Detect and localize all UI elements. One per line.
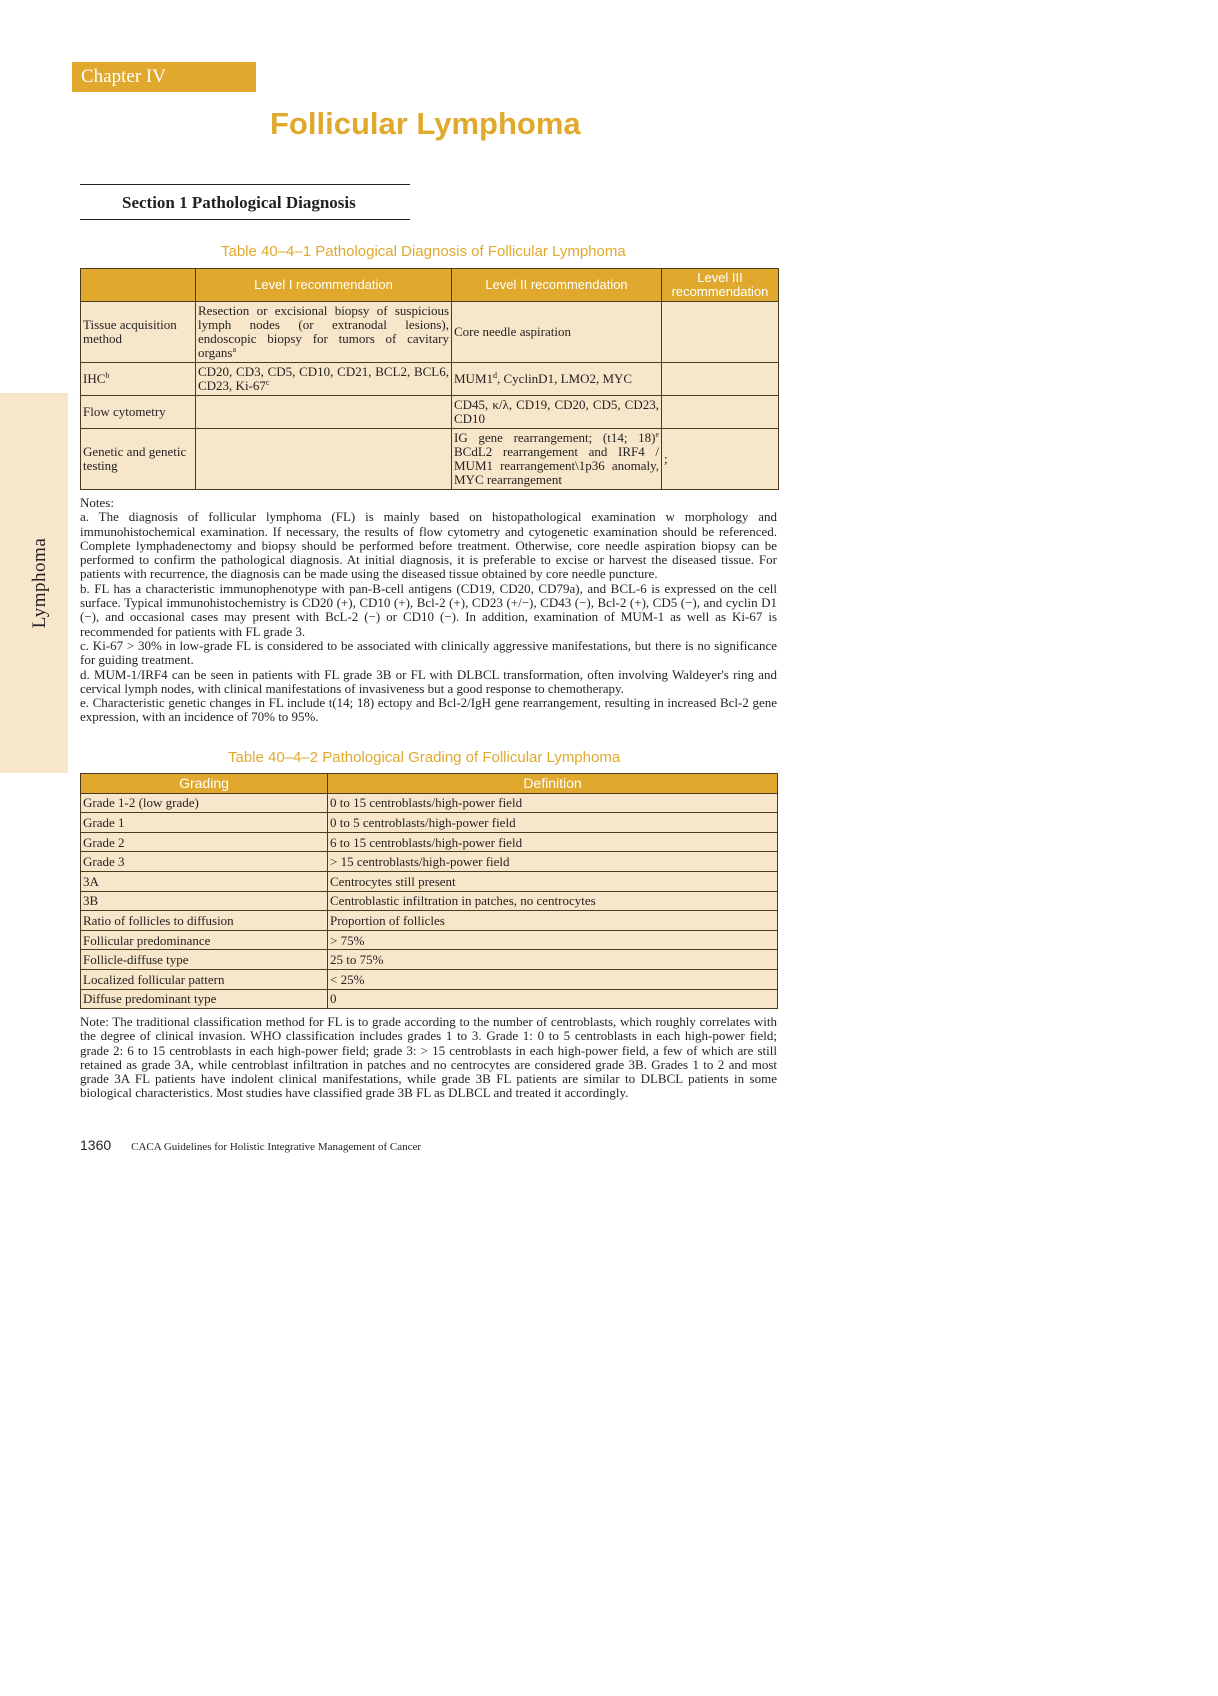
- definition-cell: 0: [328, 989, 778, 1009]
- table-cell: MUM1$^d$, CyclinD1, LMO2, MYC: [452, 363, 662, 396]
- grade-cell: Ratio of follicles to diffusion: [81, 911, 328, 931]
- row-label: Flow cytometry: [81, 396, 196, 429]
- grade-cell: Grade 1-2 (low grade): [81, 793, 328, 813]
- column-header: Grading: [81, 774, 328, 794]
- definition-cell: 25 to 75%: [328, 950, 778, 970]
- column-header: Level I recommendation: [196, 269, 452, 302]
- table-row: [81, 302, 779, 363]
- diagnosis-table: [80, 268, 779, 490]
- table-row: [81, 891, 778, 911]
- column-header: Level III recommendation: [662, 269, 779, 302]
- section-rule-top: [80, 184, 410, 185]
- table-cell: Core needle aspiration: [452, 302, 662, 363]
- table1-notes: [80, 496, 777, 725]
- table-cell: ;: [662, 429, 779, 490]
- page-title: Follicular Lymphoma: [270, 106, 581, 141]
- table-row: [81, 793, 778, 813]
- column-header: [81, 269, 196, 302]
- table-cell: CD20, CD3, CD5, CD10, CD21, BCL2, BCL6, CD23, Ki-67$^c$: [196, 363, 452, 396]
- table-row: [81, 396, 779, 429]
- definition-cell: > 15 centroblasts/high-power field: [328, 852, 778, 872]
- grade-cell: Grade 2: [81, 832, 328, 852]
- definition-cell: Centroblastic infiltration in patches, no centrocytes: [328, 891, 778, 911]
- grading-table: [80, 773, 778, 1009]
- column-header: Definition: [328, 774, 778, 794]
- grade-cell: Localized follicular pattern: [81, 969, 328, 989]
- notes-heading: Notes:: [80, 495, 114, 510]
- sidebar-label: Lymphoma: [29, 537, 50, 629]
- definition-cell: 6 to 15 centroblasts/high-power field: [328, 832, 778, 852]
- table-row: [81, 852, 778, 872]
- definition-cell: Centrocytes still present: [328, 871, 778, 891]
- table-row: [81, 911, 778, 931]
- grade-cell: Diffuse predominant type: [81, 989, 328, 1009]
- table-cell: [196, 396, 452, 429]
- table-header-row: [81, 269, 779, 302]
- note-item: b. FL has a characteristic immunophenotype with pan-B-cell antigens (CD19, CD20, CD79a), and BCL-6 is expressed on the cell surface. Typical immunohistochemistry is CD20 (+), CD10 (+), Bcl-2 (+), CD23 (+/−), CD43 (−), Bcl-2 (+), CD5 (−), and cyclin D1 (−), and occasional cases may present with BcL-2 (−) or CD10 (−). In addition, examination of MUM-1 as well as Ki-67 is recommended for patients with FL grade 3.: [80, 580, 777, 639]
- table-cell: CD45, κ/λ, CD19, CD20, CD5, CD23, CD10: [452, 396, 662, 429]
- table-cell: [662, 396, 779, 429]
- table-row: [81, 813, 778, 833]
- table-row: [81, 871, 778, 891]
- row-label: Genetic and genetic testing: [81, 429, 196, 490]
- grade-cell: 3A: [81, 871, 328, 891]
- row-label: IHC$^b$: [81, 363, 196, 396]
- table-row: [81, 429, 779, 490]
- table-row: [81, 950, 778, 970]
- definition-cell: 0 to 15 centroblasts/high-power field: [328, 793, 778, 813]
- table-row: [81, 969, 778, 989]
- table2-note: Note: The traditional classification method for FL is to grade according to the number of centroblasts, which roughly correlates with the degree of clinical invasion. WHO classification includes grades 1 to 3. Grade 1: 0 to 5 centroblasts in each high-power field; grade 2: 6 to 15 centroblasts in each high-power field; grade 3: > 15 centroblasts in each high-power field, a few of which are still retained as grade 3A, while centroblast infiltration in patches and no centrocytes are considered grade 3B. Grades 1 to 2 and most grade 3A FL patients have indolent clinical manifestations, while grade 3B FL patients are similar to DLBCL patients in some biological characteristics. Most studies have classified grade 3B FL as DLBCL and treated it accordingly.: [80, 1014, 777, 1101]
- table-row: [81, 930, 778, 950]
- chapter-badge: [72, 62, 256, 92]
- grade-cell: 3B: [81, 891, 328, 911]
- note-item: c. Ki-67 > 30% in low-grade FL is considered to be associated with clinically aggressive manifestations, but there is no significance for guiding treatment.: [80, 637, 777, 668]
- page-number: 1360: [80, 1137, 112, 1153]
- definition-cell: 0 to 5 centroblasts/high-power field: [328, 813, 778, 833]
- table-row: [81, 363, 779, 396]
- definition-cell: < 25%: [328, 969, 778, 989]
- table-row: [81, 832, 778, 852]
- table1-caption: Table 40–4–1 Pathological Diagnosis of Follicular Lymphoma: [221, 243, 626, 260]
- table-cell: Resection or excisional biopsy of suspicious lymph nodes (or extranodal lesions), endoscopic biopsy for tumors of cavitary organs$^a$: [196, 302, 452, 363]
- note-item: e. Characteristic genetic changes in FL include t(14; 18) ectopy and Bcl-2/IgH gene rearrangement, resulting in increased Bcl-2 gene expression, with an incidence of 70% to 95%.: [80, 695, 777, 725]
- column-header: Level II recommendation: [452, 269, 662, 302]
- table-cell: IG gene rearrangement; (t14; 18)$^e$ BCdL2 rearrangement and IRF4 / MUM1 rearrangement\1p36 anomaly, MYC rearrangement: [452, 429, 662, 490]
- table-cell: [662, 302, 779, 363]
- note-item: d. MUM-1/IRF4 can be seen in patients with FL grade 3B or FL with DLBCL transformation, often involving Waldeyer's ring and cervical lymph nodes, with clinical manifestations of invasiveness but a good response to chemotherapy.: [80, 666, 777, 696]
- chapter-label: Chapter IV: [81, 66, 166, 87]
- grade-cell: Grade 1: [81, 813, 328, 833]
- table-cell: [662, 363, 779, 396]
- footer-text: CACA Guidelines for Holistic Integrative Management of Cancer: [131, 1141, 422, 1153]
- table-cell: [196, 429, 452, 490]
- grade-cell: Follicular predominance: [81, 930, 328, 950]
- table-row: [81, 989, 778, 1009]
- grade-cell: Follicle-diffuse type: [81, 950, 328, 970]
- section-rule-bottom: [80, 219, 410, 220]
- note-item: a. The diagnosis of follicular lymphoma (FL) is mainly based on histopathological examination w morphology and immunohistochemical examination. If necessary, the results of flow cytometry and cytogenetic examination should be referenced. Complete lymphadenectomy and biopsy should be performed before treatment. Otherwise, core needle aspiration biopsy can be performed to confirm the pathological diagnosis. At initial diagnosis, it is preferable to excise or harvest the diseased tissue. For patients with recurrence, the diagnosis can be made using the diseased tissue obtained by core needle puncture.: [80, 509, 777, 582]
- grade-cell: Grade 3: [81, 852, 328, 872]
- table-header-row: [81, 774, 778, 794]
- row-label: Tissue acquisition method: [81, 302, 196, 363]
- section-title: Section 1 Pathological Diagnosis: [122, 193, 356, 212]
- table2-caption: Table 40–4–2 Pathological Grading of Follicular Lymphoma: [228, 749, 621, 766]
- definition-cell: > 75%: [328, 930, 778, 950]
- page-footer: [80, 1137, 421, 1155]
- definition-cell: Proportion of follicles: [328, 911, 778, 931]
